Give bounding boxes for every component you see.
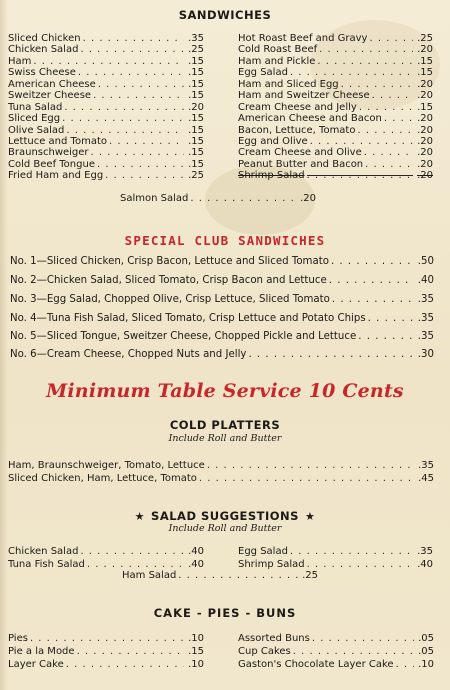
club-number: No. 1 (10, 256, 37, 267)
item-label: Gaston's Chocolate Layer Cake (238, 659, 394, 670)
cake-pies-buns-heading: CAKE - PIES - BUNS (153, 606, 297, 620)
item-label: Ham (8, 55, 32, 67)
leader-dots (307, 558, 413, 571)
item-price: .35 (417, 546, 433, 557)
item-price: .15 (188, 55, 204, 67)
club-number: No. 6 (10, 349, 37, 360)
leader-dots (190, 193, 298, 204)
item-price: .20 (417, 44, 433, 56)
leader-dots (312, 632, 414, 645)
leader-dots (368, 313, 414, 324)
item-price: .35 (417, 294, 434, 305)
item-price: .50 (417, 256, 434, 267)
club-description: —Sliced Tongue, Sweitzer Cheese, Chopped Pickle and Lettuce (36, 331, 357, 342)
sandwich-item (8, 102, 204, 113)
item-price: .05 (418, 646, 434, 657)
sandwiches-heading: SANDWICHES (178, 8, 272, 22)
leader-dots (109, 136, 184, 147)
item-label: Ham and Sliced Egg (238, 78, 339, 90)
item-label: Cream Cheese and Jelly (238, 101, 357, 113)
sandwich-item (8, 113, 204, 124)
item-label: Pie a la Mode (8, 646, 75, 657)
leader-dots (77, 645, 184, 658)
sandwich-item (8, 170, 204, 181)
leader-dots (319, 44, 413, 55)
leader-dots (64, 102, 184, 113)
leader-dots (91, 147, 184, 158)
cake-item (238, 645, 434, 658)
item-price: .15 (417, 55, 433, 67)
cake-right-column (238, 632, 434, 671)
salad-item (238, 545, 433, 558)
salad-suggestions-subtitle: Include Roll and Butter (168, 523, 282, 534)
sandwich-item (8, 67, 204, 78)
item-label: Sliced Egg (8, 113, 61, 125)
leader-dots (372, 90, 413, 101)
salad-item-ham-salad (122, 570, 318, 581)
leader-dots (97, 159, 184, 170)
club-number: No. 2 (10, 275, 37, 286)
item-price: .10 (418, 659, 434, 670)
leader-dots (364, 147, 413, 158)
item-price: .15 (188, 90, 204, 102)
salad-right-column (238, 545, 433, 571)
item-label: Assorted Buns (238, 633, 310, 644)
club-sandwich-item (10, 256, 434, 267)
leader-dots (384, 113, 413, 124)
item-price: .20 (300, 193, 316, 204)
leader-dots (307, 170, 413, 181)
item-price: .45 (418, 473, 434, 484)
sandwich-item (238, 159, 433, 170)
item-label: Chicken Salad (8, 546, 79, 557)
club-sandwich-item (10, 349, 434, 360)
item-price: .25 (417, 33, 433, 44)
sandwich-item (238, 90, 433, 101)
item-label: Shrimp Salad (238, 170, 305, 182)
cake-item (8, 645, 204, 658)
club-number: No. 5 (10, 331, 37, 342)
item-price: .35 (188, 33, 204, 44)
item-price: .20 (417, 147, 433, 159)
salad-suggestions-heading (0, 509, 450, 523)
star-icon: ★ (134, 510, 146, 523)
cold-platter-item (8, 472, 434, 485)
sandwich-item-salmon-salad (120, 193, 316, 204)
cold-platter-item (8, 459, 434, 472)
item-label: Sliced Chicken (8, 33, 81, 44)
sandwich-item (8, 125, 204, 136)
sandwich-item (238, 125, 433, 136)
leader-dots (341, 79, 413, 90)
item-price: .15 (188, 135, 204, 147)
item-label: Hot Roast Beef and Gravy (238, 33, 368, 44)
item-label: Sliced Chicken, Ham, Lettuce, Tomato (8, 473, 197, 484)
club-description: —Cream Cheese, Chopped Nuts and Jelly (36, 349, 247, 360)
item-price: .10 (188, 633, 204, 644)
leader-dots (358, 331, 414, 342)
item-label: American Cheese and Bacon (238, 113, 382, 125)
item-label: Tuna Fish Salad (8, 559, 85, 570)
item-price: .35 (417, 313, 434, 324)
item-label: Pies (8, 633, 28, 644)
sandwich-item (238, 136, 433, 147)
sandwich-item (8, 44, 204, 55)
leader-dots (365, 159, 413, 170)
item-label: Sweitzer Cheese (8, 90, 92, 102)
star-icon: ★ (304, 510, 316, 523)
item-label: Ham and Pickle (238, 55, 316, 67)
item-price: .15 (188, 113, 204, 125)
item-price: .20 (417, 135, 433, 147)
leader-dots (369, 33, 413, 44)
leader-dots (78, 67, 184, 78)
club-sandwich-item (10, 313, 434, 324)
item-price: .15 (188, 158, 204, 170)
item-price: .40 (188, 546, 204, 557)
item-price: .40 (188, 559, 204, 570)
sandwich-item (238, 170, 433, 181)
item-price: .20 (417, 158, 433, 170)
club-sandwich-item (10, 294, 434, 305)
leader-dots (199, 472, 414, 485)
item-price: .15 (188, 147, 204, 159)
item-label: Cold Beef Tongue (8, 158, 95, 170)
item-price: .25 (302, 570, 318, 581)
sandwiches-left-column (8, 33, 204, 182)
leader-dots (93, 90, 184, 101)
leader-dots (62, 113, 184, 124)
cake-item (8, 658, 204, 671)
sandwich-item (8, 147, 204, 158)
item-label: Chicken Salad (8, 44, 79, 56)
item-price: .05 (418, 633, 434, 644)
item-price: .35 (418, 460, 434, 471)
sandwich-item (238, 33, 433, 44)
item-label: Shrimp Salad (238, 559, 305, 570)
salad-left-column (8, 545, 204, 571)
item-price: .15 (188, 78, 204, 90)
sandwich-item (238, 56, 433, 67)
leader-dots (98, 79, 184, 90)
item-label: Fried Ham and Egg (8, 170, 104, 182)
club-number: No. 3 (10, 294, 37, 305)
item-label: Lettuce and Tomato (8, 135, 107, 147)
sandwiches-right-column (238, 33, 433, 182)
club-sandwich-item (10, 275, 434, 286)
leader-dots (66, 658, 184, 671)
item-price: .20 (417, 170, 433, 182)
leader-dots (332, 294, 414, 305)
sandwich-item (238, 44, 433, 55)
item-label: Peanut Butter and Bacon (238, 158, 364, 170)
leader-dots (331, 256, 414, 267)
item-label: Salmon Salad (120, 193, 189, 204)
club-description: —Sliced Chicken, Crisp Bacon, Lettuce and Sliced Tomato (36, 256, 329, 267)
item-price: .20 (417, 90, 433, 102)
sandwich-item (238, 147, 433, 158)
item-label: Ham and Sweitzer Cheese (238, 90, 370, 102)
leader-dots (317, 56, 413, 67)
item-price: .30 (417, 349, 434, 360)
club-sandwiches-heading: SPECIAL CLUB SANDWICHES (124, 233, 326, 248)
leader-dots (66, 125, 184, 136)
sandwich-item (238, 79, 433, 90)
item-label: Ham Salad (122, 570, 177, 581)
leader-dots (207, 459, 414, 472)
item-price: .25 (188, 44, 204, 56)
sandwich-item (8, 56, 204, 67)
leader-dots (290, 545, 413, 558)
leader-dots (396, 658, 414, 671)
sandwich-item (238, 102, 433, 113)
cake-left-column (8, 632, 204, 671)
item-price: .15 (417, 101, 433, 113)
item-price: .10 (188, 659, 204, 670)
item-price: .20 (417, 113, 433, 125)
leader-dots (30, 632, 184, 645)
item-label: Cold Roast Beef (238, 44, 318, 56)
item-price: .20 (188, 101, 204, 113)
salad-item (8, 545, 204, 558)
page-edge-shadow (0, 0, 8, 690)
sandwich-item (8, 33, 204, 44)
leader-dots (178, 570, 300, 581)
item-price: .25 (188, 170, 204, 182)
club-sandwich-item (10, 331, 434, 342)
minimum-service-notice: Minimum Table Service 10 Cents (46, 380, 404, 402)
item-price: .15 (188, 67, 204, 79)
item-price: .40 (417, 275, 434, 286)
sandwich-item (8, 79, 204, 90)
item-label: Swiss Cheese (8, 67, 76, 79)
leader-dots (80, 545, 184, 558)
item-price: .20 (417, 78, 433, 90)
leader-dots (293, 645, 414, 658)
item-label: American Cheese (8, 78, 96, 90)
leader-dots (105, 170, 184, 181)
item-label: Cream Cheese and Olive (238, 147, 362, 159)
club-description: —Chicken Salad, Sliced Tomato, Crisp Bacon and Lettuce (36, 275, 327, 286)
item-label: Egg Salad (238, 67, 288, 79)
item-label: Braunschweiger (8, 147, 89, 159)
cake-item (8, 632, 204, 645)
sandwich-item (8, 136, 204, 147)
club-description: —Tuna Fish Salad, Sliced Tomato, Crisp Lettuce and Potato Chips (36, 313, 366, 324)
leader-dots (80, 44, 184, 55)
item-label: Egg Salad (238, 546, 288, 557)
item-label: Bacon, Lettuce, Tomato (238, 124, 356, 136)
cake-item (238, 658, 434, 671)
item-label: Layer Cake (8, 659, 64, 670)
item-label: Cup Cakes (238, 646, 291, 657)
leader-dots (329, 275, 414, 286)
salad-suggestions-title: SALAD SUGGESTIONS (151, 509, 299, 523)
leader-dots (310, 136, 413, 147)
sandwich-item (8, 90, 204, 101)
item-label: Olive Salad (8, 124, 65, 136)
cold-platters-subtitle: Include Roll and Butter (168, 433, 282, 444)
cold-platters-list (8, 459, 434, 485)
item-price: .15 (188, 124, 204, 136)
sandwich-item (238, 113, 433, 124)
leader-dots (83, 33, 184, 44)
club-description: —Egg Salad, Chopped Olive, Crisp Lettuce, Sliced Tomato (36, 294, 330, 305)
leader-dots (357, 125, 413, 136)
item-label: Egg and Olive (238, 135, 308, 147)
club-number: No. 4 (10, 313, 37, 324)
cake-item (238, 632, 434, 645)
item-price: .15 (417, 67, 433, 79)
item-price: .15 (188, 646, 204, 657)
item-price: .40 (417, 559, 433, 570)
item-label: Ham, Braunschweiger, Tomato, Lettuce (8, 460, 205, 471)
item-price: .35 (417, 331, 434, 342)
item-price: .20 (417, 124, 433, 136)
leader-dots (359, 102, 413, 113)
cold-platters-heading: COLD PLATTERS (169, 418, 281, 432)
sandwich-item (8, 159, 204, 170)
sandwich-item (238, 67, 433, 78)
leader-dots (248, 349, 414, 360)
leader-dots (33, 56, 184, 67)
item-label: Tuna Salad (8, 101, 63, 113)
leader-dots (290, 67, 413, 78)
